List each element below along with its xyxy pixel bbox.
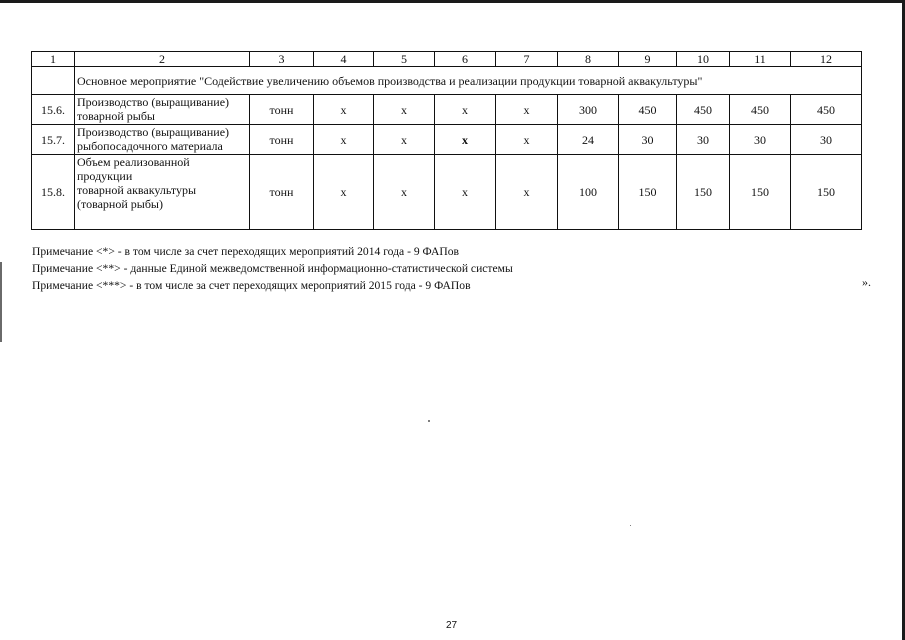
row-value: х	[374, 125, 435, 155]
row-value: 24	[558, 125, 619, 155]
header-cell: 12	[791, 52, 862, 67]
row-number: 15.6.	[32, 95, 75, 125]
row-value: х	[435, 95, 496, 125]
row-value: 450	[791, 95, 862, 125]
row-name-line: рыбопосадочного материала	[77, 139, 223, 153]
header-cell: 11	[730, 52, 791, 67]
row-value: х	[435, 155, 496, 230]
row-value: 100	[558, 155, 619, 230]
row-value: х	[314, 95, 374, 125]
row-value: х	[496, 95, 558, 125]
row-name	[75, 125, 250, 155]
row-value: 150	[619, 155, 677, 230]
header-cell: 4	[314, 52, 374, 67]
scan-edge-top	[0, 0, 905, 3]
row-value: 450	[619, 95, 677, 125]
row-value: 450	[730, 95, 791, 125]
note-line: Примечание <*> - в том числе за счет переходящих мероприятий 2014 года - 9 ФАПов	[32, 245, 459, 258]
row-value: 30	[677, 125, 730, 155]
scan-edge-left	[0, 262, 2, 342]
row-name-line: Объем реализованной продукции	[77, 155, 190, 183]
header-cell: 5	[374, 52, 435, 67]
row-value: 30	[619, 125, 677, 155]
note-line: Примечание <***> - в том числе за счет переходящих мероприятий 2015 года - 9 ФАПов	[32, 279, 471, 292]
header-cell: 3	[250, 52, 314, 67]
row-name-line: Производство (выращивание)	[77, 95, 230, 109]
header-row	[32, 52, 862, 67]
table-row	[32, 155, 862, 230]
scan-speck	[630, 525, 631, 526]
row-value: х	[374, 155, 435, 230]
scan-speck	[428, 420, 430, 422]
closing-quote: ».	[862, 275, 871, 289]
header-cell: 7	[496, 52, 558, 67]
row-name	[75, 155, 250, 230]
row-name-line: товарной рыбы	[77, 109, 155, 123]
section-num-cell	[32, 67, 75, 95]
section-row	[32, 67, 862, 95]
row-value: 30	[791, 125, 862, 155]
header-cell: 2	[75, 52, 250, 67]
row-name-line: (товарной рыбы)	[77, 197, 163, 211]
row-value: х	[496, 125, 558, 155]
row-value: 150	[677, 155, 730, 230]
table-row	[32, 95, 862, 125]
row-number: 15.7.	[32, 125, 75, 155]
section-title: Основное мероприятие "Содействие увеличению объемов производства и реализации продукции товарной аквакультуры"	[75, 67, 862, 95]
header-cell: 10	[677, 52, 730, 67]
header-cell: 8	[558, 52, 619, 67]
row-name	[75, 95, 250, 125]
data-table	[31, 51, 862, 230]
header-cell: 9	[619, 52, 677, 67]
notes	[32, 243, 513, 294]
row-value: х	[435, 125, 496, 155]
note-line: Примечание <**> - данные Единой межведомственной информационно-статистической системы	[32, 262, 513, 275]
row-value: 450	[677, 95, 730, 125]
row-name-line: товарной аквакультуры	[77, 183, 197, 197]
row-value: 150	[730, 155, 791, 230]
row-value: 30	[730, 125, 791, 155]
row-unit: тонн	[250, 155, 314, 230]
row-unit: тонн	[250, 125, 314, 155]
page-number: 27	[446, 620, 458, 631]
row-number: 15.8.	[32, 155, 75, 230]
row-value: х	[314, 155, 374, 230]
row-name-line: Производство (выращивание)	[77, 125, 230, 139]
table-row	[32, 125, 862, 155]
row-value: х	[314, 125, 374, 155]
header-cell: 6	[435, 52, 496, 67]
row-value: 300	[558, 95, 619, 125]
row-unit: тонн	[250, 95, 314, 125]
header-cell: 1	[32, 52, 75, 67]
row-value: х	[496, 155, 558, 230]
row-value: х	[374, 95, 435, 125]
row-value: 150	[791, 155, 862, 230]
